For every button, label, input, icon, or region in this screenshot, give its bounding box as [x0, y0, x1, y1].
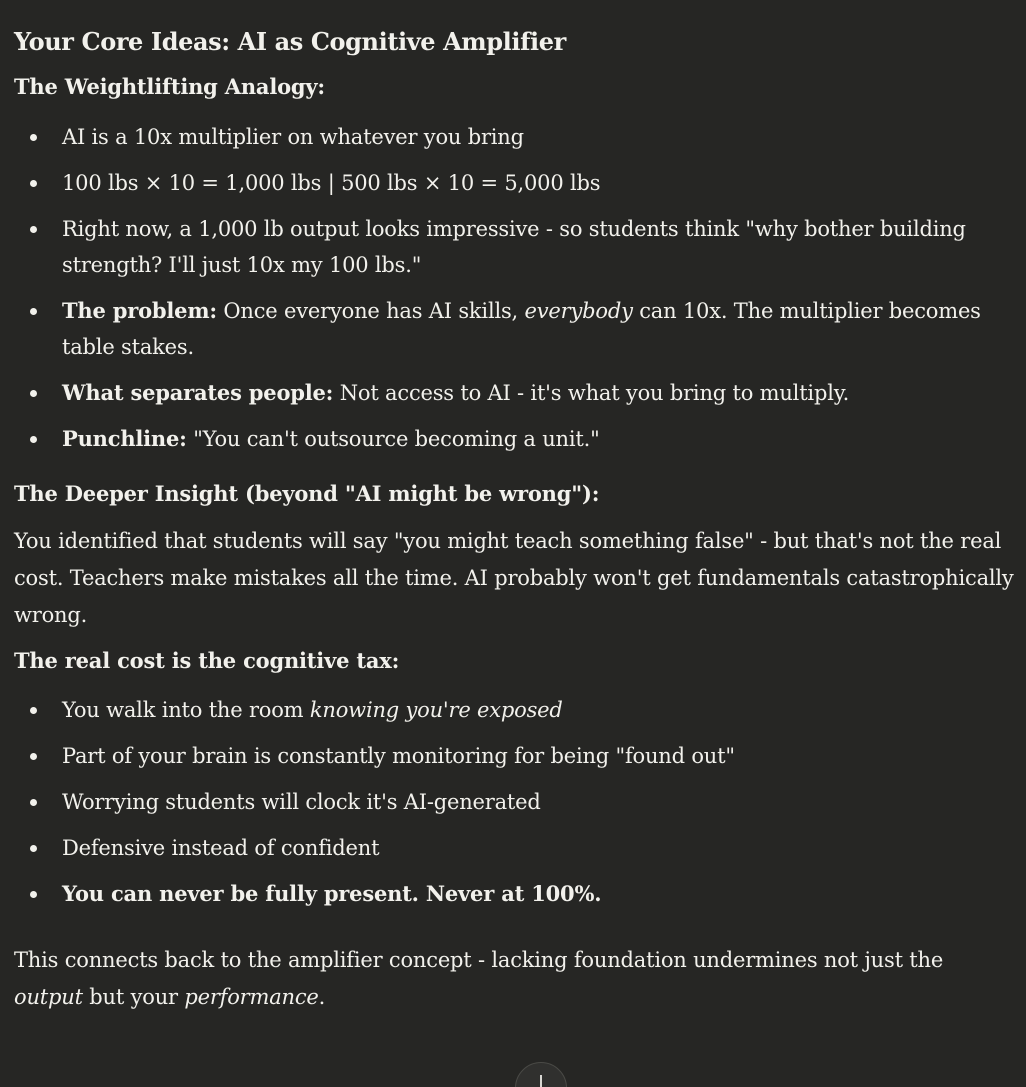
insight-paragraph: You identified that students will say "you might teach something false" - but that's not the real cost. Teachers make mistakes all the time. AI probably won't get fundamentals catastrophically wrong.	[14, 529, 1014, 627]
list-item-text: Defensive instead of confident	[62, 836, 380, 860]
cost-heading: The real cost is the cognitive tax:	[14, 648, 400, 673]
list-item-label: Punchline:	[62, 426, 187, 451]
list-item	[14, 830, 1014, 866]
cost-list	[14, 692, 1014, 912]
list-item-text: AI is a 10x multiplier on whatever you bring	[62, 125, 524, 149]
analogy-heading: The Weightlifting Analogy:	[14, 74, 325, 99]
list-item	[14, 738, 1014, 774]
list-item-text: can 10x. The multiplier becomes table stakes.	[62, 299, 981, 359]
list-item	[14, 293, 1014, 365]
list-item-emphasis: everybody	[524, 299, 633, 323]
list-item	[14, 784, 1014, 820]
list-item	[14, 692, 1014, 728]
list-item	[14, 165, 1014, 201]
list-item	[14, 876, 1014, 912]
conclusion-paragraph	[14, 942, 1014, 1016]
conclusion-text: .	[318, 985, 326, 1009]
list-item-text: Once everyone has AI skills,	[216, 299, 525, 323]
list-item	[14, 119, 1014, 155]
analogy-list	[14, 119, 1014, 457]
page-title: Your Core Ideas: AI as Cognitive Amplifier	[14, 27, 566, 56]
scroll-to-bottom-button[interactable]	[515, 1062, 567, 1087]
list-item-text: Right now, a 1,000 lb output looks impressive - so students think "why bother building strength? I'll just 10x my 100 lbs."	[62, 217, 966, 277]
message-content	[14, 26, 1014, 1016]
list-item-emphasis: knowing you're exposed	[309, 698, 563, 722]
list-item-text: You walk into the room	[62, 698, 310, 722]
list-item-text: Part of your brain is constantly monitoring for being "found out"	[62, 744, 735, 768]
list-item	[14, 375, 1014, 411]
list-item-label: What separates people:	[62, 380, 334, 405]
arrow-down-icon	[540, 1075, 542, 1087]
conclusion-text: but your	[82, 985, 185, 1009]
list-item-text: You can never be fully present. Never at 100%.	[62, 881, 602, 906]
list-item-text: 100 lbs × 10 = 1,000 lbs | 500 lbs × 10 = 5,000 lbs	[62, 171, 601, 195]
list-item-text: Not access to AI - it's what you bring to multiply.	[333, 381, 850, 405]
list-item-label: The problem:	[62, 298, 217, 323]
list-item-text: Worrying students will clock it's AI-generated	[62, 790, 541, 814]
conclusion-emphasis: performance	[184, 985, 319, 1009]
list-item	[14, 211, 1014, 283]
list-item	[14, 421, 1014, 457]
list-item-text: "You can't outsource becoming a unit."	[186, 427, 600, 451]
conclusion-text: This connects back to the amplifier concept - lacking foundation undermines not just the	[14, 948, 944, 972]
conclusion-emphasis: output	[14, 985, 83, 1009]
insight-heading: The Deeper Insight (beyond "AI might be wrong"):	[14, 481, 600, 506]
